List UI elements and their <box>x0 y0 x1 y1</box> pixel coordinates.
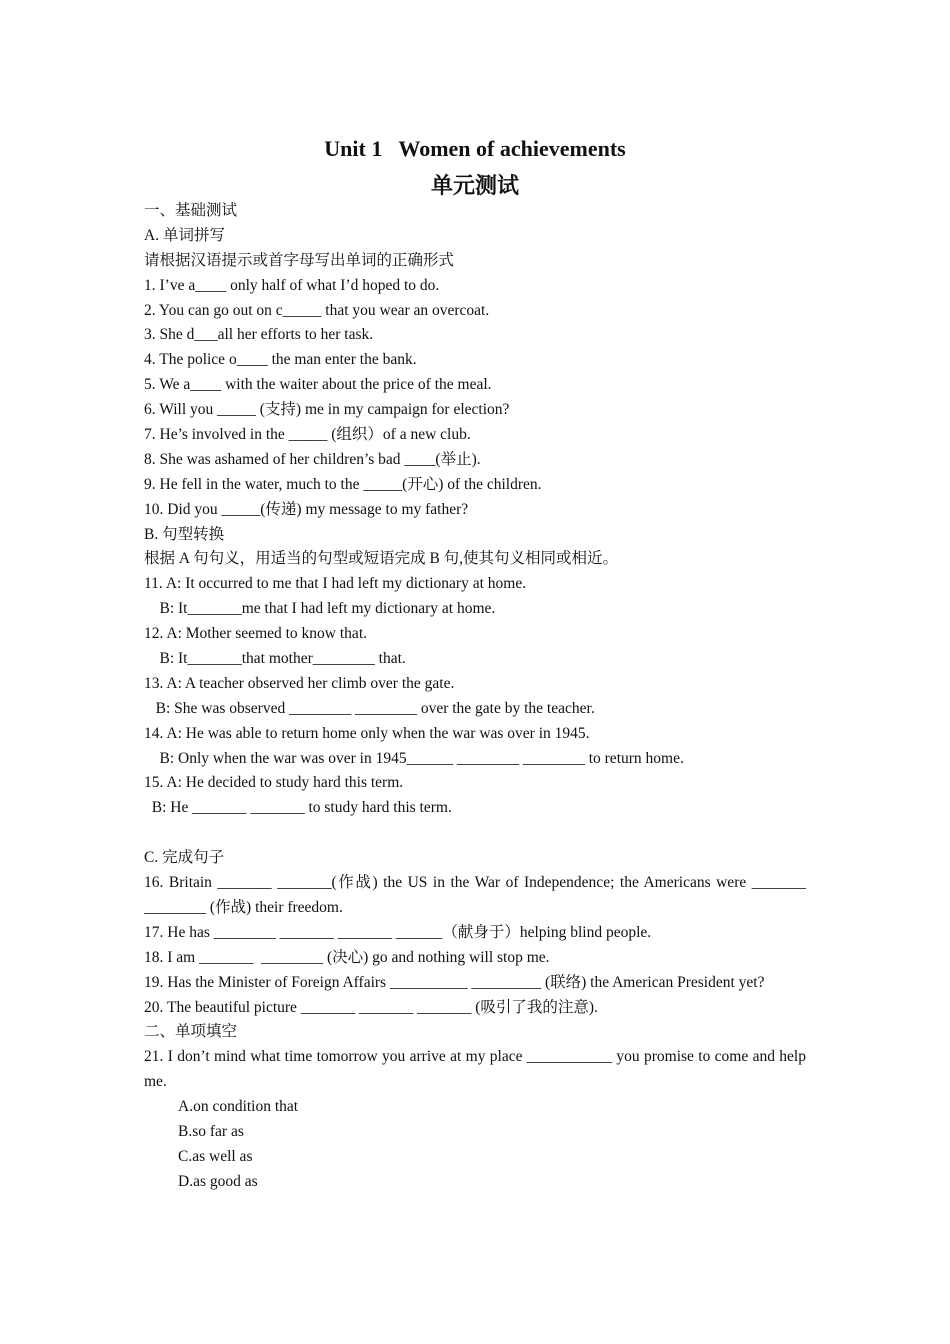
question-3: 3. She d___all her efforts to her task. <box>144 326 374 344</box>
question-12-b: B: It_______that mother________ that. <box>144 650 406 668</box>
spacer <box>144 821 806 846</box>
question-21-stem: 21. I don’t mind what time tomorrow you arrive at my place ___________ you promise to come and help me. <box>144 1048 806 1091</box>
question-17: 17. He has ________ _______ _______ ______（献身于）helping blind people. <box>144 923 652 941</box>
page-title: Unit 1 Women of achievements <box>324 136 626 161</box>
part-a-instruction: 请根据汉语提示或首字母写出单词的正确形式 <box>144 251 455 269</box>
question-7: 7. He’s involved in the _____ (组织）of a new club. <box>144 426 471 444</box>
part-b-heading: B. 句型转换 <box>144 525 225 543</box>
question-13-a: 13. A: A teacher observed her climb over the gate. <box>144 674 455 692</box>
question-1: 1. I’ve a____ only half of what I’d hoped to do. <box>144 276 440 294</box>
question-11-a: 11. A: It occurred to me that I had left my dictionary at home. <box>144 575 527 593</box>
question-2: 2. You can go out on c_____ that you wear an overcoat. <box>144 301 490 319</box>
part-a-heading: A. 单词拼写 <box>144 226 225 244</box>
page-subtitle: 单元测试 <box>430 173 519 198</box>
question-9: 9. He fell in the water, much to the _____(开心) of the children. <box>144 475 542 493</box>
question-5: 5. We a____ with the waiter about the price of the meal. <box>144 376 492 394</box>
question-8: 8. She was ashamed of her children’s bad ____(举止). <box>144 450 481 468</box>
question-13-b: B: She was observed ________ ________ over the gate by the teacher. <box>144 699 595 717</box>
question-21-option-d: D.as good as <box>178 1172 258 1190</box>
section-heading-basic: 一、基础测试 <box>144 202 238 219</box>
question-12-a: 12. A: Mother seemed to know that. <box>144 625 367 643</box>
question-18: 18. I am _______ ________ (决心) go and nothing will stop me. <box>144 948 550 966</box>
part-c-heading: C. 完成句子 <box>144 849 225 867</box>
section-heading-multiple-choice: 二、单项填空 <box>144 1023 238 1041</box>
question-21-option-b: B.so far as <box>178 1123 244 1141</box>
question-4: 4. The police o____ the man enter the bank. <box>144 351 417 369</box>
question-21-option-a: A.on condition that <box>178 1098 299 1116</box>
question-14-b: B: Only when the war was over in 1945______ ________ ________ to return home. <box>144 749 684 767</box>
part-b-instruction: 根据 A 句句义，用适当的句型或短语完成 B 句,使其句义相同或相近。 <box>144 550 619 568</box>
question-19: 19. Has the Minister of Foreign Affairs __________ _________ (联络) the American President yet? <box>144 973 765 991</box>
question-14-a: 14. A: He was able to return home only when the war was over in 1945. <box>144 724 590 742</box>
question-16: 16. Britain _______ _______(作战) the US in the War of Independence; the Americans were _______ ________ (作战) their freedom. <box>144 874 806 916</box>
document-body <box>144 199 806 1195</box>
question-15-a: 15. A: He decided to study hard this term. <box>144 774 404 792</box>
question-21-option-c: C.as well as <box>178 1147 253 1165</box>
question-10: 10. Did you _____(传递) my message to my father? <box>144 500 469 518</box>
question-15-b: B: He _______ _______ to study hard this term. <box>144 799 452 817</box>
question-6: 6. Will you _____ (支持) me in my campaign for election? <box>144 401 510 419</box>
question-11-b: B: It_______me that I had left my dictionary at home. <box>144 600 496 618</box>
question-20: 20. The beautiful picture _______ _______ _______ (吸引了我的注意). <box>144 998 598 1016</box>
